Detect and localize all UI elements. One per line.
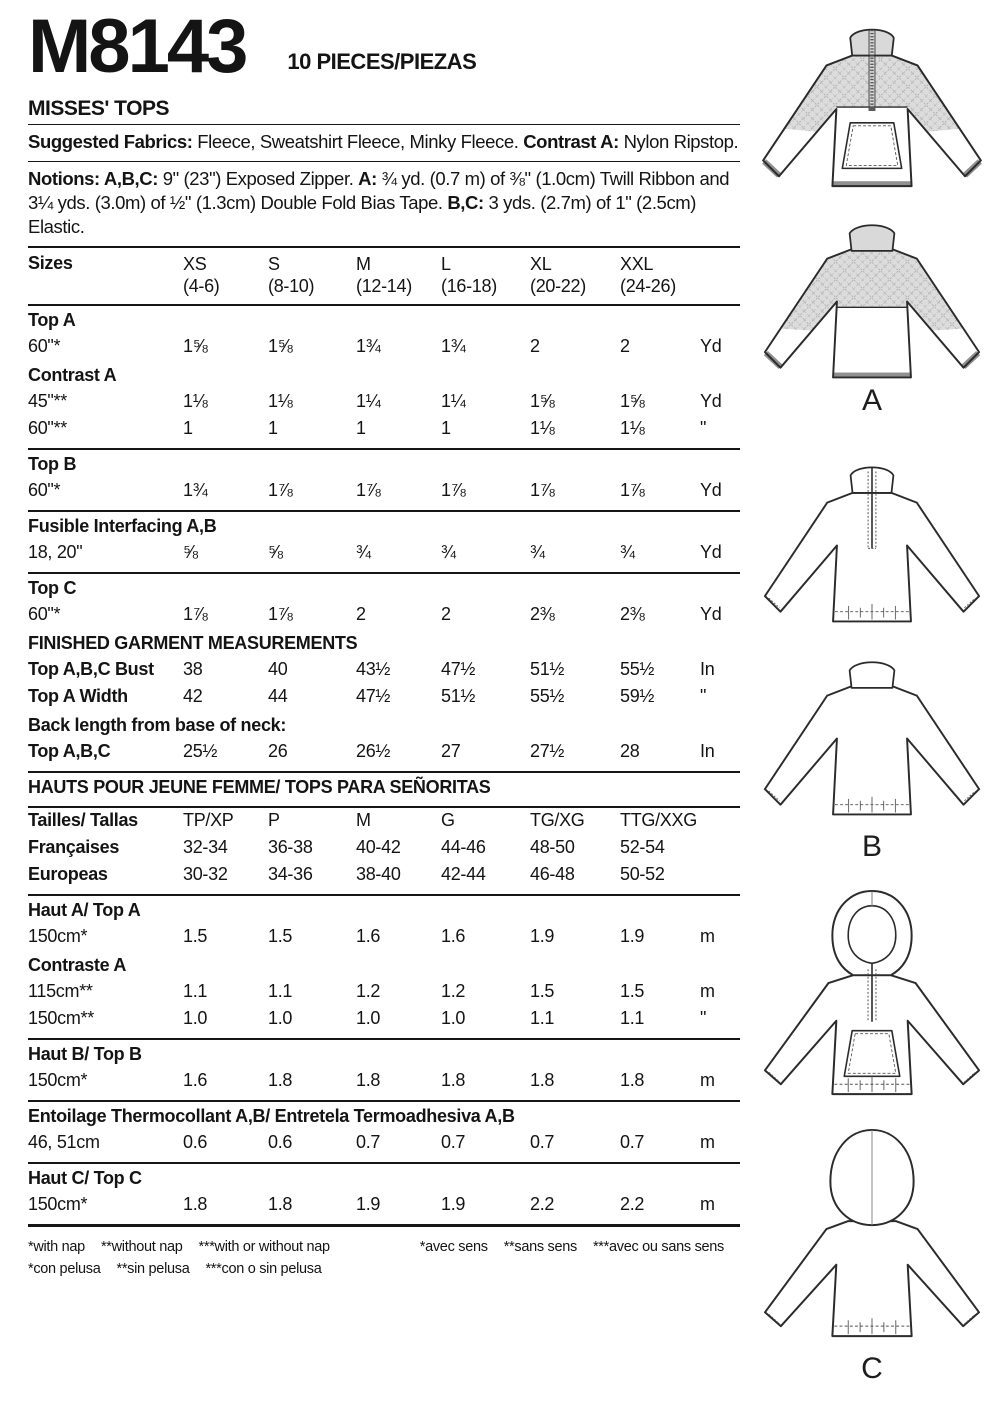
cell-value: ¾ [356, 541, 371, 562]
cell-value: 27½ [530, 740, 565, 761]
cell-value: TTG/XXG [620, 809, 697, 830]
table-row [28, 391, 740, 418]
cell-value: 26 [268, 740, 288, 761]
cell-value: 2 [441, 603, 451, 624]
category-title: MISSES' TOPS [28, 96, 169, 120]
cell-value: 40-42 [356, 836, 401, 857]
cell-value: 55½ [620, 658, 655, 679]
cell-value: 1.8 [356, 1069, 381, 1090]
cell-value: 1⅞ [356, 479, 381, 500]
table-row [28, 418, 740, 445]
row-label: 46, 51cm [28, 1131, 100, 1152]
cell-value: 1¾ [183, 479, 208, 500]
cell-value: 2 [356, 603, 366, 624]
cell-value: 2 [530, 335, 540, 356]
notions-line: Notions: A,B,C: 9" (23") Exposed Zipper. A: ¾ yd. (0.7 m) of ⅜" (1.0cm) Twill Ribbon and 3¼ yds. (3.0m) of ½" (1.3cm) Double Fold Bias Tape. B,C: 3 yds. (2.7m) of 1" (2.5cm) Elastic. [28, 167, 730, 237]
cell-value: L (16-18) [441, 253, 497, 296]
footnote-item: ***with or without nap [198, 1238, 330, 1255]
table-row [28, 1194, 740, 1221]
view-b-front-illustration [752, 452, 992, 637]
cell-value: 0.7 [530, 1131, 555, 1152]
cell-value: 1.9 [530, 925, 555, 946]
row-label: 150cm* [28, 1069, 88, 1090]
divider [28, 161, 740, 162]
row-label: 60"* [28, 603, 61, 624]
cell-value: 1.5 [183, 925, 208, 946]
table-row [28, 631, 740, 659]
divider [28, 124, 740, 125]
row-label: Haut B/ Top B [28, 1043, 142, 1064]
divider [28, 572, 740, 574]
cell-value: P [268, 809, 280, 830]
cell-value: 1¾ [356, 335, 381, 356]
table-row [28, 363, 740, 391]
footnote-item: **sans sens [503, 1238, 577, 1255]
cell-value: XXL (24-26) [620, 253, 676, 296]
row-label: Top C [28, 577, 77, 598]
row-label: Top B [28, 453, 77, 474]
table-row [28, 953, 740, 981]
cell-value: 1¼ [441, 390, 466, 411]
table-row [28, 864, 740, 891]
cell-value: 1⅞ [530, 479, 555, 500]
cell-value: XL (20-22) [530, 253, 586, 296]
row-label: 60"* [28, 479, 61, 500]
cell-value: 28 [620, 740, 640, 761]
cell-value: 1.1 [620, 1007, 645, 1028]
row-label: Top A Width [28, 685, 128, 706]
cell-value: 40 [268, 658, 288, 679]
cell-value: 1.8 [441, 1069, 466, 1090]
unit-cell: Yd [700, 390, 722, 411]
cell-value: 1 [183, 417, 193, 438]
footnote-spanish [28, 1258, 346, 1280]
cell-value: 1.5 [268, 925, 293, 946]
pattern-number: M8143 [28, 4, 246, 89]
table-row [28, 659, 740, 686]
cell-value: 1⅛ [183, 390, 208, 411]
view-c-back-illustration [752, 1124, 992, 1344]
cell-value: 36-38 [268, 836, 313, 857]
row-label: 150cm* [28, 925, 88, 946]
cell-value: ¾ [530, 541, 545, 562]
cell-value: 1⅛ [268, 390, 293, 411]
unit-cell: " [700, 685, 707, 706]
cell-value: 1¾ [441, 335, 466, 356]
table-row [28, 576, 740, 604]
cell-value: 1⅝ [620, 390, 645, 411]
cell-value: 2⅜ [620, 603, 645, 624]
divider [28, 1224, 740, 1227]
cell-value: 1.5 [530, 980, 555, 1001]
table-row [28, 1166, 740, 1194]
table-row [28, 1132, 740, 1159]
table-row [28, 250, 740, 301]
divider [28, 246, 740, 248]
unit-cell: " [700, 417, 707, 438]
unit-cell: m [700, 1193, 715, 1214]
row-label: Sizes [28, 252, 73, 273]
pattern-envelope-back [28, 4, 740, 1280]
cell-value: 1⅝ [183, 335, 208, 356]
table-row [28, 542, 740, 569]
row-label: Françaises [28, 836, 120, 857]
row-label: Contrast A [28, 364, 117, 385]
row-label: Fusible Interfacing A,B [28, 515, 217, 536]
divider [28, 304, 740, 306]
table-row [28, 713, 740, 741]
table-row [28, 308, 740, 336]
view-c-label: C [861, 1352, 883, 1385]
view-b-label: B [861, 830, 882, 863]
row-label: 18, 20" [28, 541, 83, 562]
table-row [28, 1104, 740, 1132]
row-label: Top A [28, 309, 76, 330]
cell-value: 51½ [441, 685, 476, 706]
cell-value: 1.6 [183, 1069, 208, 1090]
row-label: 150cm* [28, 1193, 88, 1214]
footnote-english [28, 1236, 346, 1258]
unit-cell: Yd [700, 603, 722, 624]
unit-cell: m [700, 1069, 715, 1090]
cell-value: 1⅛ [620, 417, 645, 438]
cell-value: 34-36 [268, 863, 313, 884]
cell-value: 1.8 [620, 1069, 645, 1090]
cell-value: 27 [441, 740, 461, 761]
cell-value: 38-40 [356, 863, 401, 884]
yardage-table [28, 250, 740, 1227]
table-row [28, 981, 740, 1008]
cell-value: 52-54 [620, 836, 665, 857]
unit-cell: m [700, 980, 715, 1001]
unit-cell: In [700, 740, 715, 761]
table-row [28, 336, 740, 363]
row-label: Contraste A [28, 954, 127, 975]
cell-value: 2.2 [530, 1193, 555, 1214]
pieces-count: 10 PIECES/PIEZAS [287, 48, 477, 74]
cell-value: 59½ [620, 685, 655, 706]
cell-value: 1.1 [268, 980, 293, 1001]
cell-value: 1.0 [268, 1007, 293, 1028]
cell-value: 46-48 [530, 863, 575, 884]
cell-value: 2.2 [620, 1193, 645, 1214]
garment-illustrations [748, 0, 996, 1421]
cell-value: 1⅝ [530, 390, 555, 411]
cell-value: 1⅞ [620, 479, 645, 500]
table-row [28, 604, 740, 631]
unit-cell: Yd [700, 541, 722, 562]
row-label: FINISHED GARMENT MEASUREMENTS [28, 632, 358, 653]
cell-value: 0.6 [183, 1131, 208, 1152]
cell-value: 26½ [356, 740, 391, 761]
cell-value: 2 [620, 335, 630, 356]
row-label: 115cm** [28, 980, 93, 1001]
masthead [28, 4, 740, 89]
table-row [28, 452, 740, 480]
table-row [28, 775, 740, 803]
cell-value: TP/XP [183, 809, 234, 830]
cell-value: 1⅞ [183, 603, 208, 624]
unit-cell: " [700, 1007, 707, 1028]
footnote-item: *con pelusa [28, 1260, 101, 1277]
divider [28, 1100, 740, 1102]
row-label: Haut A/ Top A [28, 899, 141, 920]
row-label: Top A,B,C Bust [28, 658, 154, 679]
row-label: Entoilage Thermocollant A,B/ Entretela Termoadhesiva A,B [28, 1105, 515, 1126]
footnote-item: **sin pelusa [116, 1260, 190, 1277]
cell-value: ¾ [441, 541, 456, 562]
cell-value: 1¼ [356, 390, 381, 411]
cell-value: 1 [356, 417, 366, 438]
cell-value: 32-34 [183, 836, 228, 857]
footnote-french [420, 1236, 740, 1258]
cell-value: 47½ [441, 658, 476, 679]
cell-value: G [441, 809, 455, 830]
cell-value: 1.1 [530, 1007, 555, 1028]
cell-value: 50-52 [620, 863, 665, 884]
cell-value: 1.0 [356, 1007, 381, 1028]
cell-value: 1.9 [620, 925, 645, 946]
cell-value: XS (4-6) [183, 253, 220, 296]
unit-cell: Yd [700, 479, 722, 500]
divider [28, 894, 740, 896]
view-a-back-illustration [752, 208, 992, 393]
row-label: 60"* [28, 335, 61, 356]
cell-value: 0.7 [620, 1131, 645, 1152]
cell-value: 1⅞ [268, 603, 293, 624]
row-label: HAUTS POUR JEUNE FEMME/ TOPS PARA SEÑORITAS [28, 776, 491, 797]
cell-value: 1 [268, 417, 278, 438]
cell-value: 1.8 [530, 1069, 555, 1090]
cell-value: 2⅜ [530, 603, 555, 624]
cell-value: 1.5 [620, 980, 645, 1001]
table-row [28, 1008, 740, 1035]
table-row [28, 837, 740, 864]
cell-value: 1.6 [356, 925, 381, 946]
cell-value: 38 [183, 658, 203, 679]
footnotes-right [420, 1236, 740, 1280]
cell-value: 0.7 [441, 1131, 466, 1152]
divider [28, 1162, 740, 1164]
view-c-front-illustration [752, 886, 992, 1106]
cell-value: 1.8 [183, 1193, 208, 1214]
view-b-back-illustration [752, 645, 992, 830]
cell-value: 1 [441, 417, 451, 438]
cell-value: 51½ [530, 658, 565, 679]
footnote-item: **without nap [100, 1238, 183, 1255]
divider [28, 1038, 740, 1040]
footnotes-left [28, 1236, 346, 1280]
cell-value: 1.8 [268, 1193, 293, 1214]
cell-value: 0.6 [268, 1131, 293, 1152]
view-a-label: A [861, 384, 882, 417]
table-row [28, 1070, 740, 1097]
cell-value: 1⅝ [268, 335, 293, 356]
footnote-item: *avec sens [419, 1238, 488, 1255]
cell-value: M [356, 809, 371, 830]
cell-value: 25½ [183, 740, 218, 761]
table-row [28, 741, 740, 768]
footnote-item: ***con o sin pelusa [205, 1260, 322, 1277]
cell-value: 42-44 [441, 863, 486, 884]
cell-value: 1.2 [356, 980, 381, 1001]
row-label: 150cm** [28, 1007, 94, 1028]
divider [28, 771, 740, 773]
row-label: Europeas [28, 863, 108, 884]
table-row [28, 514, 740, 542]
cell-value: 30-32 [183, 863, 228, 884]
cell-value: ⅝ [183, 541, 198, 562]
footnote-item: *with nap [28, 1238, 85, 1255]
row-label: 60"** [28, 417, 67, 438]
cell-value: 1⅛ [530, 417, 555, 438]
row-label: Tailles/ Tallas [28, 809, 138, 830]
suggested-fabrics-line: Suggested Fabrics: Fleece, Sweatshirt Fleece, Minky Fleece. Contrast A: Nylon Ripstop. [28, 130, 739, 152]
cell-value: M (12-14) [356, 253, 412, 296]
cell-value: 1.9 [441, 1193, 466, 1214]
table-row [28, 686, 740, 713]
row-label: 45"** [28, 390, 67, 411]
divider [28, 510, 740, 512]
row-label: Haut C/ Top C [28, 1167, 142, 1188]
footnotes [28, 1236, 740, 1280]
cell-value: 43½ [356, 658, 391, 679]
unit-cell: Yd [700, 335, 722, 356]
table-row [28, 480, 740, 507]
cell-value: 1.9 [356, 1193, 381, 1214]
cell-value: 48-50 [530, 836, 575, 857]
cell-value: ⅝ [268, 541, 283, 562]
row-label: Top A,B,C [28, 740, 111, 761]
cell-value: 1.6 [441, 925, 466, 946]
cell-value: 1.0 [441, 1007, 466, 1028]
table-row [28, 1042, 740, 1070]
table-row [28, 898, 740, 926]
cell-value: 1.8 [268, 1069, 293, 1090]
unit-cell: In [700, 658, 715, 679]
cell-value: 1.0 [183, 1007, 208, 1028]
cell-value: 1⅞ [441, 479, 466, 500]
cell-value: 1⅞ [268, 479, 293, 500]
view-a-front-illustration [752, 14, 992, 202]
cell-value: 1.1 [183, 980, 208, 1001]
cell-value: TG/XG [530, 809, 585, 830]
cell-value: 55½ [530, 685, 565, 706]
unit-cell: m [700, 925, 715, 946]
footnote-item: ***avec ou sans sens [592, 1238, 724, 1255]
divider [28, 806, 740, 808]
cell-value: 44-46 [441, 836, 486, 857]
cell-value: 44 [268, 685, 288, 706]
cell-value: 1.2 [441, 980, 466, 1001]
table-row [28, 810, 740, 837]
cell-value: 47½ [356, 685, 391, 706]
table-row [28, 926, 740, 953]
row-label: Back length from base of neck: [28, 714, 287, 735]
cell-value: 0.7 [356, 1131, 381, 1152]
divider [28, 448, 740, 450]
cell-value: 42 [183, 685, 203, 706]
unit-cell: m [700, 1131, 715, 1152]
cell-value: ¾ [620, 541, 635, 562]
cell-value: S (8-10) [268, 253, 315, 296]
